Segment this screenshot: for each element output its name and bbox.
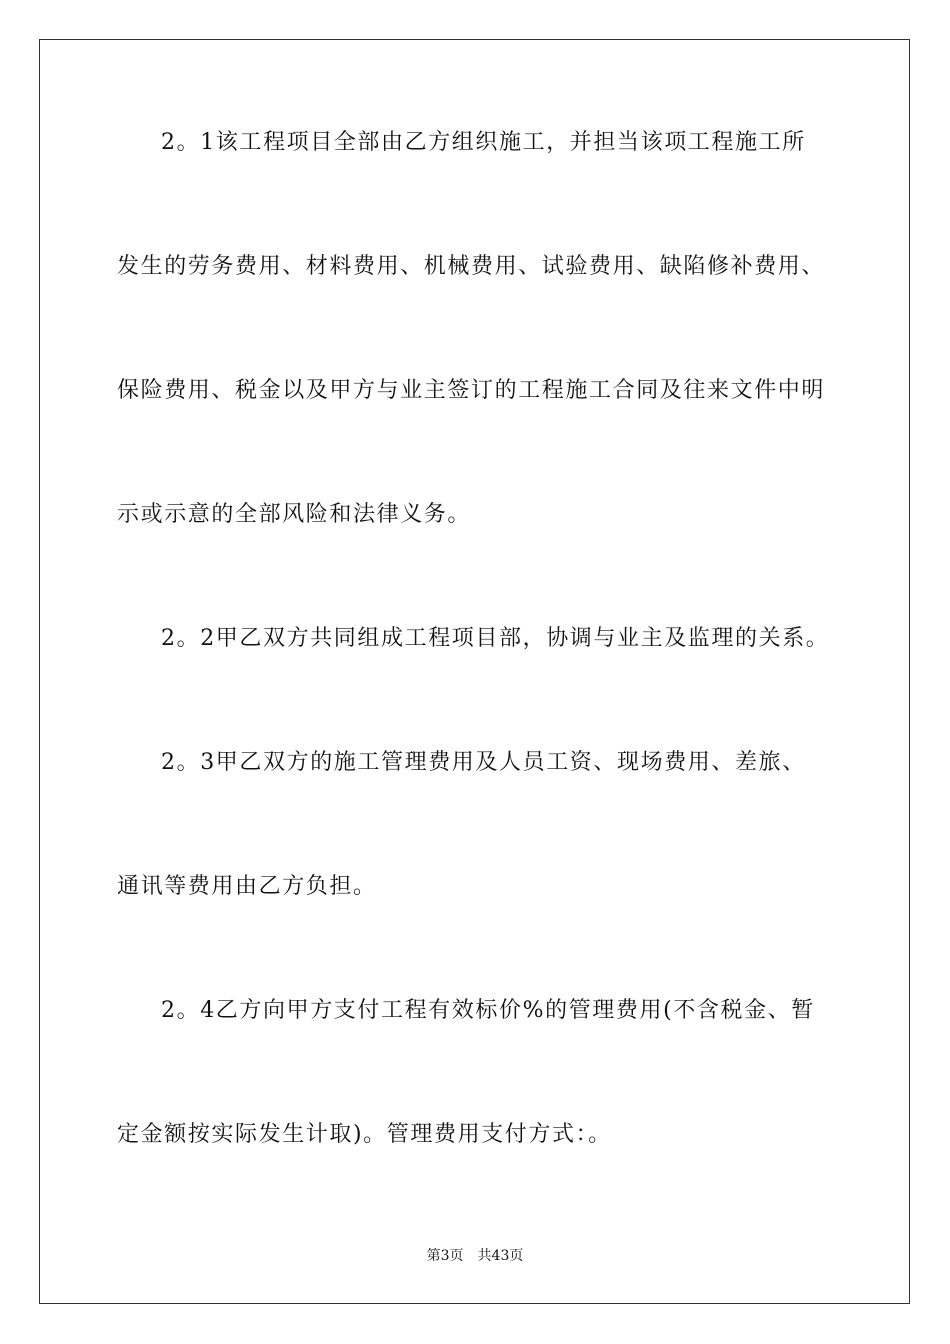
paragraph-2-1-line-4: 示或示意的全部风险和法律义务。 [117, 502, 472, 527]
paragraph-2-3-line-2: 通讯等费用由乙方负担。 [117, 874, 377, 899]
page-footer [0, 1247, 950, 1265]
paragraph-2-2-line-1: 2。2甲乙双方共同组成工程项目部，协调与业主及监理的关系。 [161, 626, 830, 651]
document-body [117, 128, 833, 1150]
paragraph-2-4-line-2: 定金额按实际发生计取)。管理费用支付方式：。 [117, 1122, 612, 1147]
paragraph-2-1-line-3: 保险费用、税金以及甲方与业主签订的工程施工合同及往来文件中明 [117, 378, 826, 403]
current-page-number: 第3页 [426, 1248, 464, 1264]
paragraph-2-1-line-1: 2。1该工程项目全部由乙方组织施工，并担当该项工程施工所 [161, 130, 806, 155]
paragraph-2-3-line-1: 2。3甲乙双方的施工管理费用及人员工资、现场费用、差旅、 [161, 750, 806, 775]
paragraph-2-4-line-1: 2。4乙方向甲方支付工程有效标价%的管理费用(不含税金、暂 [161, 998, 815, 1023]
paragraph-2-1-line-2: 发生的劳务费用、材料费用、机械费用、试验费用、缺陷修补费用、 [117, 254, 826, 279]
total-page-count: 共43页 [477, 1248, 524, 1264]
